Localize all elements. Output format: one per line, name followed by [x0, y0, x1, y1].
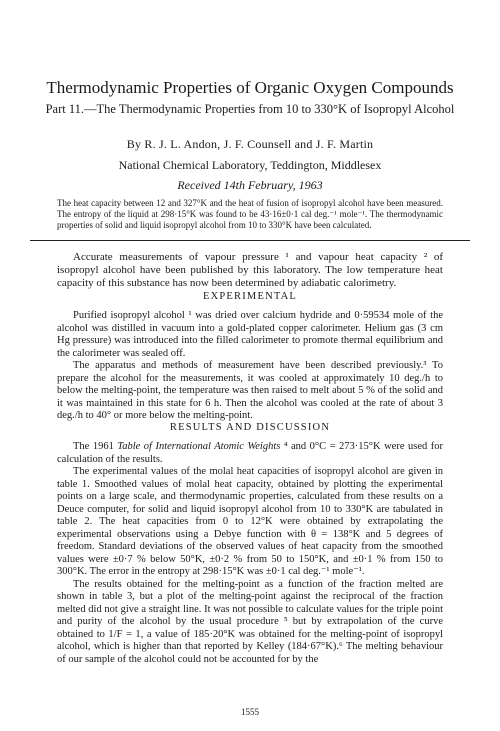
affiliation: National Chemical Laboratory, Teddington, Middlesex: [118, 158, 382, 172]
results-heading: RESULTS AND DISCUSSION: [169, 422, 331, 433]
abstract: The heat capacity between 12 and 327°K and the heat of fusion of isopropyl alcohol have been measured. The entropy of the liquid at 298·15°K was found to be 43·16±0·1 cal deg.⁻¹ mole⁻¹. The thermodynamic properties of solid and liquid isopropyl alcohol from 10 to 330°K have been calculated.: [57, 198, 443, 230]
results-paragraph-3: The results obtained for the melting-point as a function of the fraction melted are shown in table 3, but a plot of the melting-point against the reciprocal of the fraction melted did not give a straight line. It was not possible to calculate values for the triple point and purity of the alcohol by the usual procedure ⁵ but by extrapolation of the curve obtained to 1/F = 1, a value of 185·20°K was obtained for the melting-point of isopropyl alcohol, which is higher than that reported by Kelley (184·67°K).⁶ The melting behaviour of our sample of the alcohol could not be accounted for by the: [57, 578, 443, 665]
results-p1-pre: The 1961: [73, 441, 118, 452]
results-paragraph-2: The experimental values of the molal heat capacities of isopropyl alcohol are given in table 1. Smoothed values of molal heat capacity, obtained by plotting the experimental points on a large scale, and thermodynamic properties, calculated from these results on a Deuce computer, for solid and liquid isopropyl alcohol from 10 to 330°K are tabulated in table 2. The heat capacities from 0 to 12°K were obtained by extrapolating the experimental observations using a Debye function with θ = 138°K and 5 degrees of freedom. Standard deviations of the observed values of heat capacity from the smoothed values were ±0·7 % below 50°K, ±0·2 % from 50 to 150°K, and ±0·1 % from 150 to 300°K. The error in the entropy at 298·15°K was ±0·1 cal deg.⁻¹ mole⁻¹.: [57, 466, 443, 577]
paper-title: Thermodynamic Properties of Organic Oxygen Compounds: [46, 78, 454, 97]
page-number: 1555: [241, 707, 259, 717]
received-date: Received 14th February, 1963: [177, 178, 323, 192]
abstract-divider: [30, 240, 470, 241]
introduction: [57, 251, 443, 290]
experimental-section: [57, 310, 443, 423]
atomic-weights-title: Table of International Atomic Weights: [117, 441, 281, 452]
results-paragraph-1: [57, 441, 443, 466]
results-section: [57, 441, 443, 666]
results-p1-post: ⁴ and 0°C = 273·15°K were used for calculation of the results.: [57, 441, 443, 465]
experimental-paragraph-2: The apparatus and methods of measurement have been described previously.³ To prepare the alcohol for the measurements, it was cooled at approximately 10 deg./h to below the melting-point, the temperature was then raised to melt about 5 % of the solid and it was maintained in this state for 6 h. Then the alcohol was cooled at the rate of about 3 deg./h to 40° or more below the melting-point.: [57, 360, 443, 421]
paper-subtitle: Part 11.—The Thermodynamic Properties from 10 to 330°K of Isopropyl Alcohol: [45, 102, 455, 116]
experimental-heading: EXPERIMENTAL: [202, 291, 298, 302]
intro-paragraph: Accurate measurements of vapour pressure ¹ and vapour heat capacity ² of isopropyl alcohol have been published by this laboratory. The low temperature heat capacity of this substance has now been determined by adiabatic calorimetry.: [57, 251, 443, 289]
author-line: By R. J. L. Andon, J. F. Counsell and J. F. Martin: [126, 137, 374, 151]
experimental-paragraph-1: Purified isopropyl alcohol ¹ was dried over calcium hydride and 0·59534 mole of the alcohol was distilled in vacuum into a gold-plated copper calorimeter. Helium gas (3 cm Hg pressure) was introduced into the filled calorimeter to promote thermal equilibrium and the calorimeter was sealed off.: [57, 310, 443, 359]
